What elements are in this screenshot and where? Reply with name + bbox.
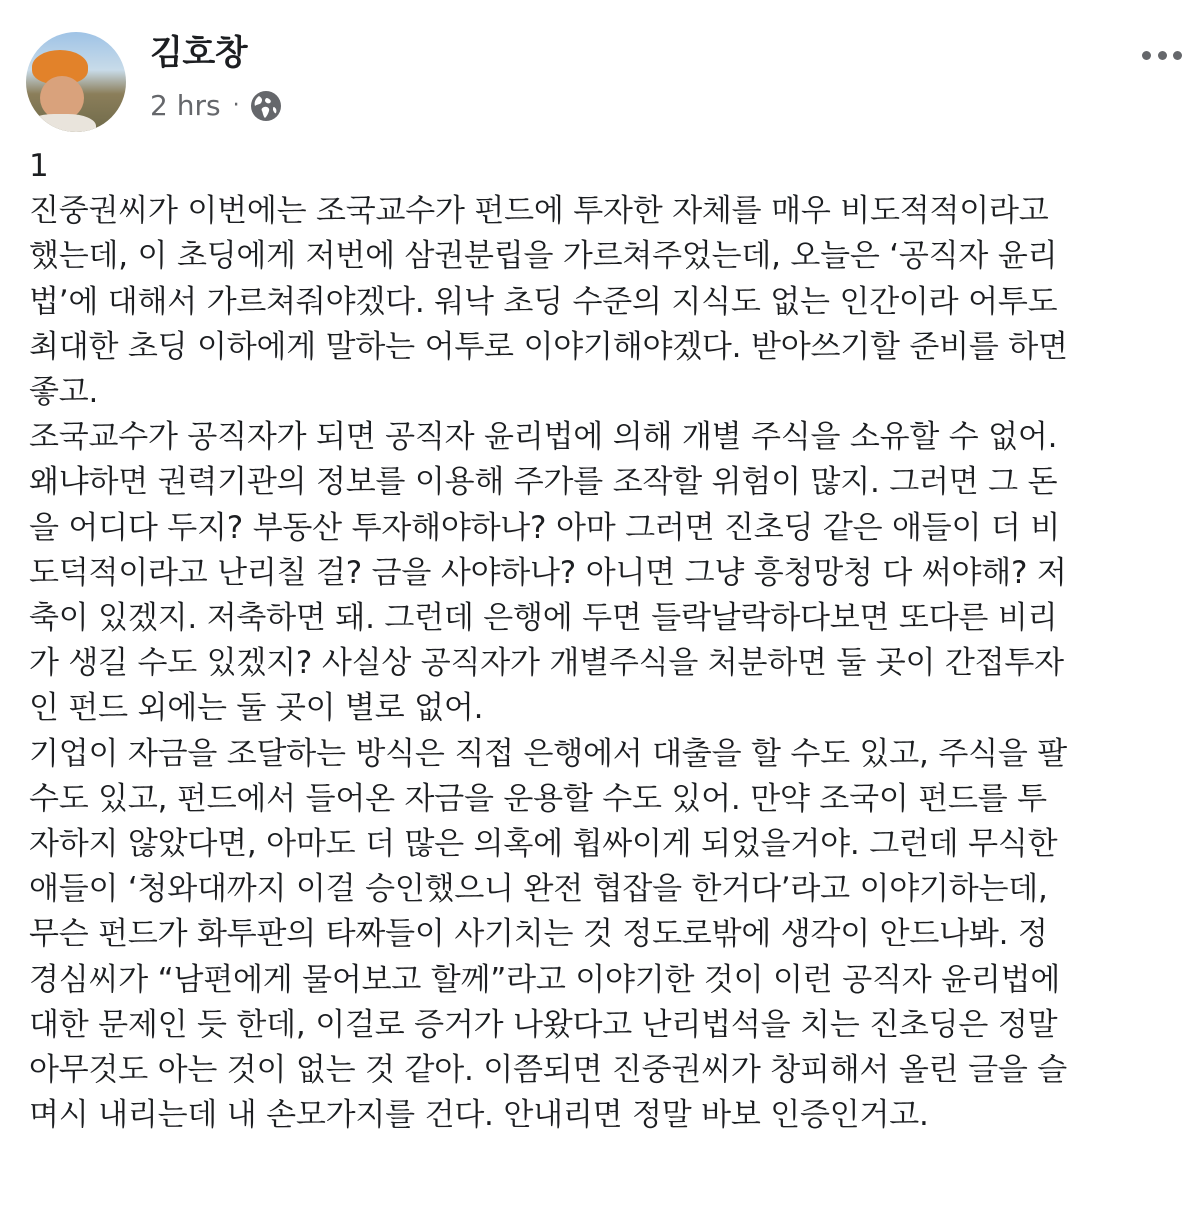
post-text bbox=[29, 144, 1179, 1138]
avatar-shirt bbox=[26, 114, 96, 132]
post-timestamp[interactable]: 2 hrs bbox=[150, 89, 221, 122]
post-paragraph: 기업이 자금을 조달하는 방식은 직접 은행에서 대출을 할 수도 있고, 주식을 팔 수도 있고, 펀드에서 들어온 자금을 운용할 수도 있어. 만약 조국이 펀드를 투 자하지 않았다면, 아마도 더 많은 의혹에 휩싸이게 되었을거야. 그런데 무식한 애들이 ‘청와대까지 이걸 승인했으니 완전 협잡을 한거다’라고 이야기하는데, 무슨 펀드가 화투판의 타짜들이 사기치는 것 정도로밖에 생각이 안드나봐. 정 경심씨가 “남편에게 물어보고 할께”라고 이야기한 것이 이런 공직자 윤리법에 대한 문제인 듯 한데, 이걸로 증거가 나왔다고 난리법석을 치는 진초딩은 정말 아무것도 아는 것이 없는 것 같아. 이쯤되면 진중권씨가 창피해서 올린 글을 슬 며시 내리는데 내 손모가지를 건다. 안내리면 정말 바보 인증인거고. bbox=[29, 735, 1067, 1134]
post-paragraph: 진중권씨가 이번에는 조국교수가 펀드에 투자한 자체를 매우 비도적적이라고 했는데, 이 초딩에게 저번에 삼권분립을 가르쳐주었는데, 오늘은 ‘공직자 윤리 법’에 대해서 가르쳐줘야겠다. 워낙 초딩 수준의 지식도 없는 인간이라 어투도 최대한 초딩 이하에게 말하는 어투로 이야기해야겠다. 받아쓰기할 준비를 하면 좋고. bbox=[29, 193, 1068, 411]
post-paragraph: 조국교수가 공직자가 되면 공직자 윤리법에 의해 개별 주식을 소유할 수 없어. 왜냐하면 권력기관의 정보를 이용해 주가를 조작할 위험이 많지. 그러면 그 돈 을 어디다 두지? 부동산 투자해야하나? 아마 그러면 진초딩 같은 애들이 더 비 도덕적이라고 난리칠 걸? 금을 사야하나? 아니면 그냥 흥청망청 다 써야해? 저 축이 있겠지. 저축하면 돼. 그런데 은행에 두면 들락날락하다보면 또다른 비리 가 생길 수도 있겠지? 사실상 공직자가 개별주식을 처분하면 둘 곳이 간접투자 인 펀드 외에는 둘 곳이 별로 없어. bbox=[29, 419, 1067, 727]
more-options-icon bbox=[1142, 51, 1151, 60]
post-paragraph: 1 bbox=[29, 148, 49, 184]
author-name[interactable]: 김호창 bbox=[150, 33, 248, 73]
meta-separator: · bbox=[232, 93, 240, 118]
post-meta bbox=[150, 86, 282, 126]
more-options-icon bbox=[1158, 51, 1167, 60]
more-options-icon bbox=[1173, 51, 1182, 60]
globe-icon[interactable] bbox=[250, 90, 282, 122]
more-options-button[interactable] bbox=[1142, 42, 1182, 68]
avatar[interactable] bbox=[26, 32, 126, 132]
post-header bbox=[0, 0, 1199, 140]
